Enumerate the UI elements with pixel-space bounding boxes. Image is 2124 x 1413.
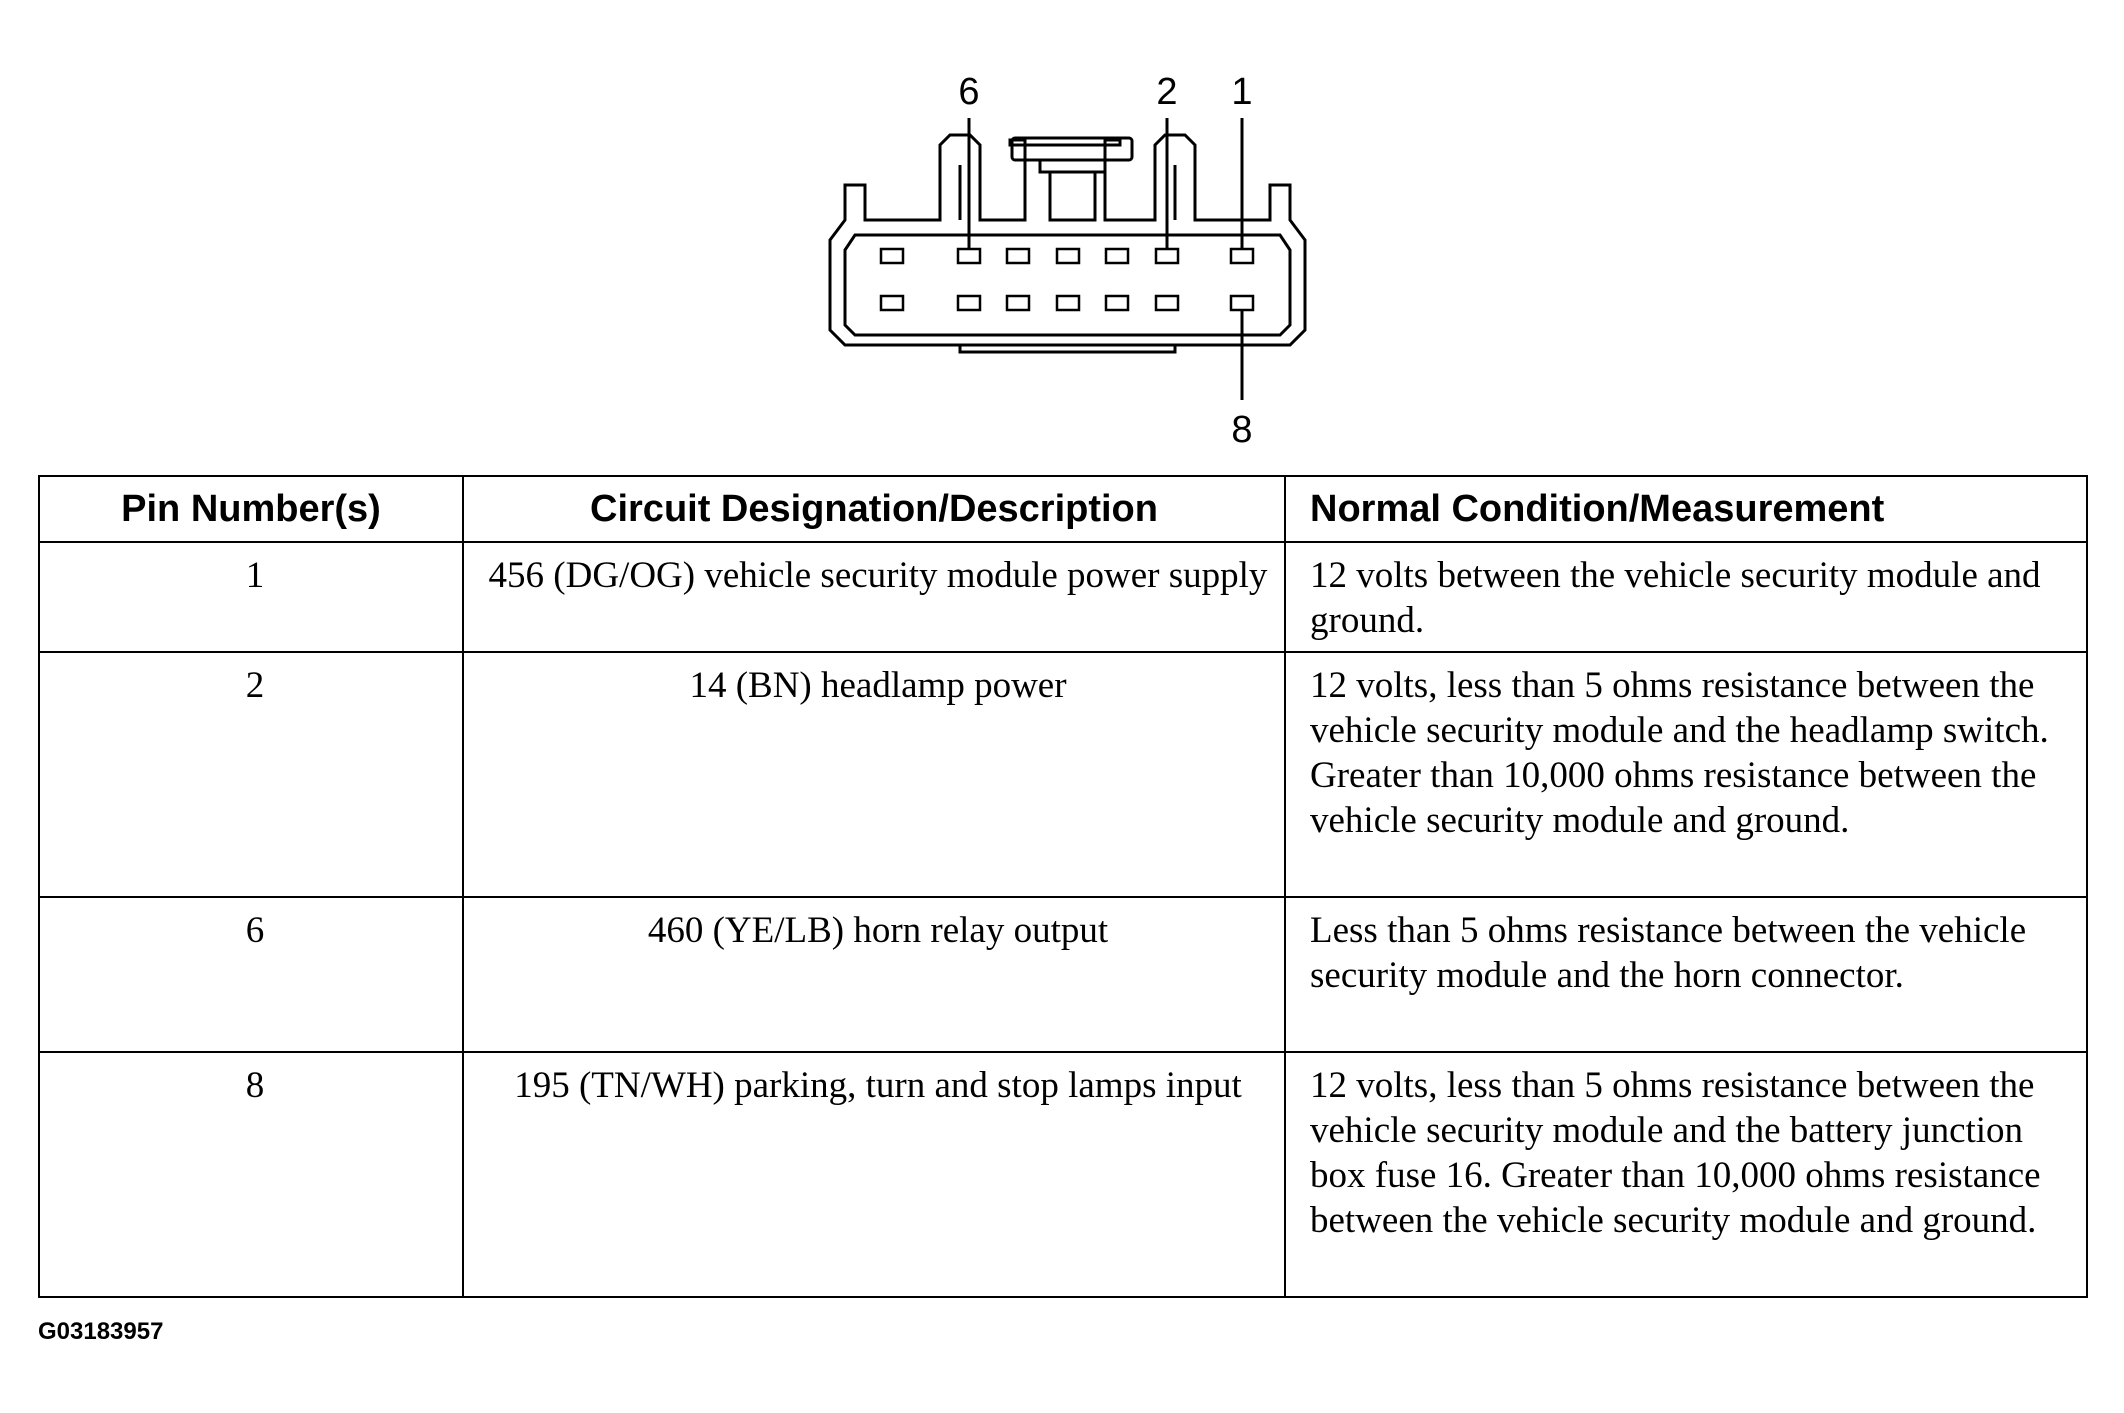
header-circuit-designation: Circuit Designation/Description (463, 476, 1285, 542)
pin-cell: 1 (39, 542, 463, 652)
table-row (39, 897, 2087, 1052)
pin-cell: 2 (39, 652, 463, 897)
header-pin-numbers: Pin Number(s) (39, 476, 463, 542)
table-row (39, 542, 2087, 652)
circuit-cell: 14 (BN) headlamp power (463, 652, 1285, 897)
pin-cell: 6 (39, 897, 463, 1052)
connector-body-outline (830, 135, 1305, 345)
table-header-row (39, 476, 2087, 542)
pin-cell: 8 (39, 1052, 463, 1297)
normal-cell: 12 volts between the vehicle security module and ground. (1285, 542, 2087, 652)
circuit-cell: 195 (TN/WH) parking, turn and stop lamps input (463, 1052, 1285, 1297)
pin-8-label: 8 (1231, 409, 1253, 451)
table-row (39, 1052, 2087, 1297)
pin-1-label: 1 (1231, 71, 1253, 113)
pin-6-label: 6 (958, 71, 980, 113)
latch-stem (1050, 172, 1095, 220)
circuit-cell: 456 (DG/OG) vehicle security module power supply (463, 542, 1285, 652)
connector-diagram (0, 0, 2124, 460)
header-normal-condition: Normal Condition/Measurement (1285, 476, 2087, 542)
normal-cell: 12 volts, less than 5 ohms resistance between the vehicle security module and the headlamp switch. Greater than 10,000 ohms resistance between the vehicle security module and ground. (1285, 652, 2087, 897)
normal-cell: Less than 5 ohms resistance between the vehicle security module and the horn connector. (1285, 897, 2087, 1052)
normal-cell: 12 volts, less than 5 ohms resistance between the vehicle security module and the battery junction box fuse 16. Greater than 10,000 ohms resistance between the vehicle security module and ground. (1285, 1052, 2087, 1297)
table-row (39, 652, 2087, 897)
circuit-cell: 460 (YE/LB) horn relay output (463, 897, 1285, 1052)
pin-table (38, 475, 2088, 1298)
latch-inner (1040, 160, 1105, 172)
figure-id: G03183957 (38, 1318, 164, 1345)
pin-cavities (881, 249, 1253, 310)
pin-2-label: 2 (1156, 71, 1178, 113)
